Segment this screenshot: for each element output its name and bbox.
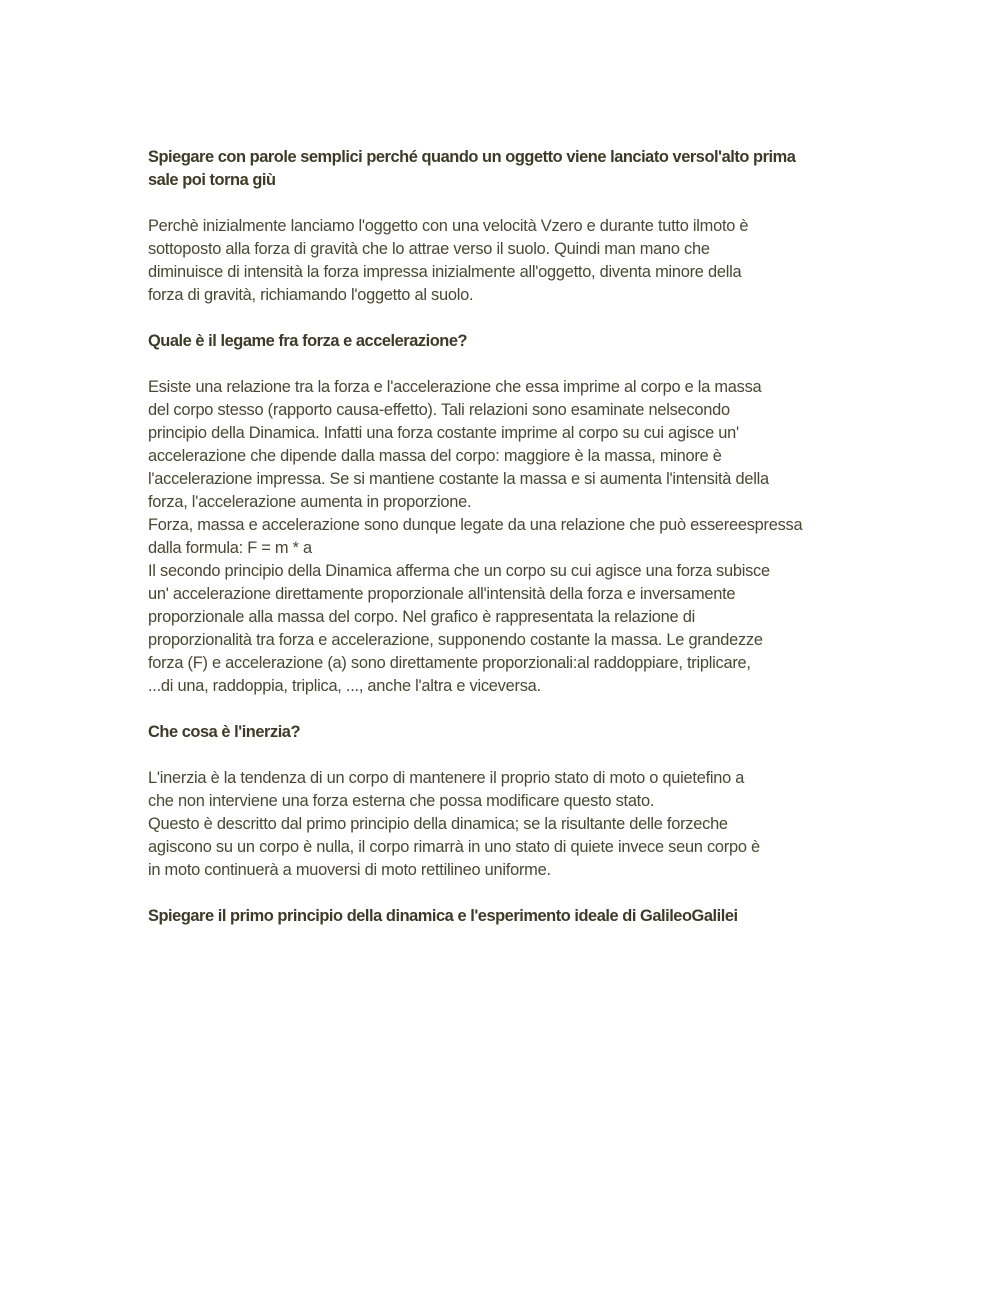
document-page	[148, 146, 868, 928]
question-3-line-1: Che cosa è l'inerzia?	[148, 723, 301, 741]
answer-2-line-3: principio della Dinamica. Infatti una forza costante imprime al corpo su cui agisce un'	[148, 424, 739, 442]
answer-1-line-2: sottoposto alla forza di gravità che lo attrae verso il suolo. Quindi man mano che	[148, 240, 710, 258]
answer-2-line-1: Esiste una relazione tra la forza e l'accelerazione che essa imprime al corpo e la massa	[148, 378, 762, 396]
answer-2-line-2: del corpo stesso (rapporto causa-effetto). Tali relazioni sono esaminate nelsecondo	[148, 401, 730, 419]
question-1-line-2: sale poi torna giù	[148, 171, 276, 189]
question-4-line-1: Spiegare il primo principio della dinamica e l'esperimento ideale di GalileoGalilei	[148, 907, 738, 925]
answer-2-line-5: l'accelerazione impressa. Se si mantiene costante la massa e si aumenta l'intensità della	[148, 470, 769, 488]
answer-1	[148, 215, 868, 307]
question-3	[148, 721, 868, 744]
answer-2-line-4: accelerazione che dipende dalla massa del corpo: maggiore è la massa, minore è	[148, 447, 722, 465]
answer-1-line-3: diminuisce di intensità la forza impressa inizialmente all'oggetto, diventa minore della	[148, 263, 742, 281]
question-1	[148, 146, 868, 192]
answer-2-line-7: Forza, massa e accelerazione sono dunque legate da una relazione che può essereespressa	[148, 516, 803, 534]
answer-1-line-4: forza di gravità, richiamando l'oggetto al suolo.	[148, 286, 474, 304]
answer-2-line-6: forza, l'accelerazione aumenta in proporzione.	[148, 493, 472, 511]
answer-1-line-1: Perchè inizialmente lanciamo l'oggetto con una velocità Vzero e durante tutto ilmoto è	[148, 217, 749, 235]
answer-3-line-5: in moto continuerà a muoversi di moto rettilineo uniforme.	[148, 861, 551, 879]
answer-3-line-3: Questo è descritto dal primo principio della dinamica; se la risultante delle forzeche	[148, 815, 728, 833]
answer-2-line-8: dalla formula: F = m * a	[148, 539, 312, 557]
question-1-line-1: Spiegare con parole semplici perché quando un oggetto viene lanciato versol'alto prima	[148, 148, 796, 166]
answer-3	[148, 767, 868, 882]
answer-2-line-10: un' accelerazione direttamente proporzionale all'intensità della forza e inversamente	[148, 585, 736, 603]
answer-3-line-2: che non interviene una forza esterna che possa modificare questo stato.	[148, 792, 655, 810]
answer-3-line-4: agiscono su un corpo è nulla, il corpo rimarrà in uno stato di quiete invece seun corpo è	[148, 838, 760, 856]
answer-3-line-1: L'inerzia è la tendenza di un corpo di mantenere il proprio stato di moto o quietefino a	[148, 769, 745, 787]
answer-2	[148, 376, 868, 698]
question-2	[148, 330, 868, 353]
answer-2-line-11: proporzionale alla massa del corpo. Nel grafico è rappresentata la relazione di	[148, 608, 695, 626]
answer-2-line-13: forza (F) e accelerazione (a) sono direttamente proporzionali:al raddoppiare, triplicare,	[148, 654, 751, 672]
answer-2-line-14: ...di una, raddoppia, triplica, ..., anche l'altra e viceversa.	[148, 677, 541, 695]
question-2-line-1: Quale è il legame fra forza e accelerazione?	[148, 332, 468, 350]
answer-2-line-9: Il secondo principio della Dinamica afferma che un corpo su cui agisce una forza subisce	[148, 562, 770, 580]
question-4	[148, 905, 868, 928]
answer-2-line-12: proporzionalità tra forza e accelerazione, supponendo costante la massa. Le grandezze	[148, 631, 763, 649]
